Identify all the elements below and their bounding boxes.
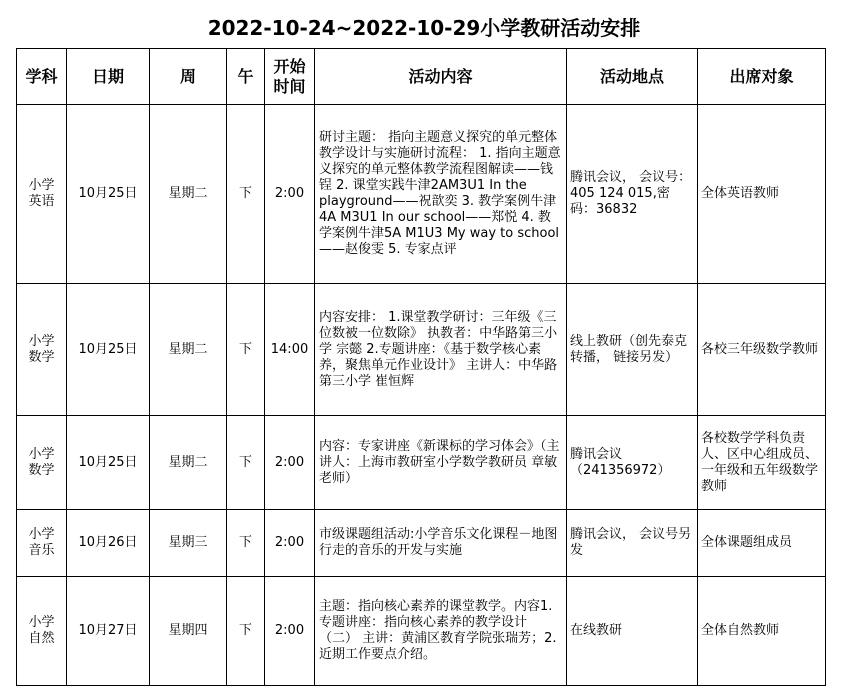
cell-period: 下 xyxy=(227,510,265,577)
cell-location: 腾讯会议， 会议号：405 124 015,密码：36832 xyxy=(567,105,698,284)
table-row xyxy=(17,510,826,577)
cell-date: 10月25日 xyxy=(67,284,150,416)
header-period: 午 xyxy=(227,49,265,105)
cell-content: 内容：专家讲座《新课标的学习体会》（主讲人：上海市教研室小学数学教研员 章敏老师） xyxy=(315,416,567,510)
cell-date: 10月25日 xyxy=(67,416,150,510)
cell-content: 市级课题组活动:小学音乐文化课程－地图行走的音乐的开发与实施 xyxy=(315,510,567,577)
cell-attendees: 各校三年级数学教师 xyxy=(698,284,826,416)
table-row xyxy=(17,284,826,416)
header-subject: 学科 xyxy=(17,49,67,105)
cell-subject: 小学音乐 xyxy=(17,510,67,577)
cell-subject: 小学自然 xyxy=(17,577,67,686)
cell-subject: 小学英语 xyxy=(17,105,67,284)
cell-location: 腾讯会议， 会议号另发 xyxy=(567,510,698,577)
cell-start-time: 2:00 xyxy=(265,510,315,577)
header-weekday: 周 xyxy=(150,49,227,105)
cell-content: 内容安排： 1.课堂教学研讨：三年级《三位数被一位数除》 执教者：中华路第三小学 宗懿 2.专题讲座：《基于数学核心素养，聚焦单元作业设计》 主讲人：中华路第三小学 崔恒辉 xyxy=(315,284,567,416)
cell-weekday: 星期二 xyxy=(150,105,227,284)
cell-period: 下 xyxy=(227,416,265,510)
header-content: 活动内容 xyxy=(315,49,567,105)
cell-date: 10月26日 xyxy=(67,510,150,577)
cell-start-time: 2:00 xyxy=(265,416,315,510)
table-row xyxy=(17,105,826,284)
cell-start-time: 14:00 xyxy=(265,284,315,416)
cell-location: 腾讯会议 （241356972） xyxy=(567,416,698,510)
cell-attendees: 全体英语教师 xyxy=(698,105,826,284)
header-location: 活动地点 xyxy=(567,49,698,105)
header-start-time: 开始时间 xyxy=(265,49,315,105)
cell-content: 主题：指向核心素养的课堂教学。内容1.专题讲座：指向核心素养的教学设计（二） 主讲：黄浦区教育学院张瑞芳；2.近期工作要点介绍。 xyxy=(315,577,567,686)
cell-attendees: 全体课题组成员 xyxy=(698,510,826,577)
cell-weekday: 星期二 xyxy=(150,416,227,510)
cell-weekday: 星期三 xyxy=(150,510,227,577)
header-date: 日期 xyxy=(67,49,150,105)
cell-period: 下 xyxy=(227,577,265,686)
cell-start-time: 2:00 xyxy=(265,105,315,284)
cell-weekday: 星期二 xyxy=(150,284,227,416)
table-row xyxy=(17,577,826,686)
cell-start-time: 2:00 xyxy=(265,577,315,686)
header-row xyxy=(17,49,826,105)
cell-subject: 小学数学 xyxy=(17,416,67,510)
cell-subject: 小学数学 xyxy=(17,284,67,416)
cell-date: 10月27日 xyxy=(67,577,150,686)
schedule-table xyxy=(16,48,826,686)
cell-location: 线上教研（创先泰克转播， 链接另发） xyxy=(567,284,698,416)
cell-content: 研讨主题： 指向主题意义探究的单元整体教学设计与实施研讨流程： 1. 指向主题意义探究的单元整体教学流程图解读——钱锃 2. 课堂实践牛津2AM3U1 In the playground——祝歆奕 3. 教学案例牛津4A M3U1 In our school——郑悦 4. 教学案例牛津5A M1U3 My way to school——赵俊雯 5. 专家点评 xyxy=(315,105,567,284)
cell-period: 下 xyxy=(227,284,265,416)
cell-location: 在线教研 xyxy=(567,577,698,686)
cell-attendees: 各校数学学科负责人、区中心组成员、一年级和五年级数学教师 xyxy=(698,416,826,510)
cell-date: 10月25日 xyxy=(67,105,150,284)
page-title: 2022-10-24~2022-10-29小学教研活动安排 xyxy=(207,16,641,40)
cell-period: 下 xyxy=(227,105,265,284)
cell-weekday: 星期四 xyxy=(150,577,227,686)
header-attendees: 出席对象 xyxy=(698,49,826,105)
cell-attendees: 全体自然教师 xyxy=(698,577,826,686)
table-row xyxy=(17,416,826,510)
